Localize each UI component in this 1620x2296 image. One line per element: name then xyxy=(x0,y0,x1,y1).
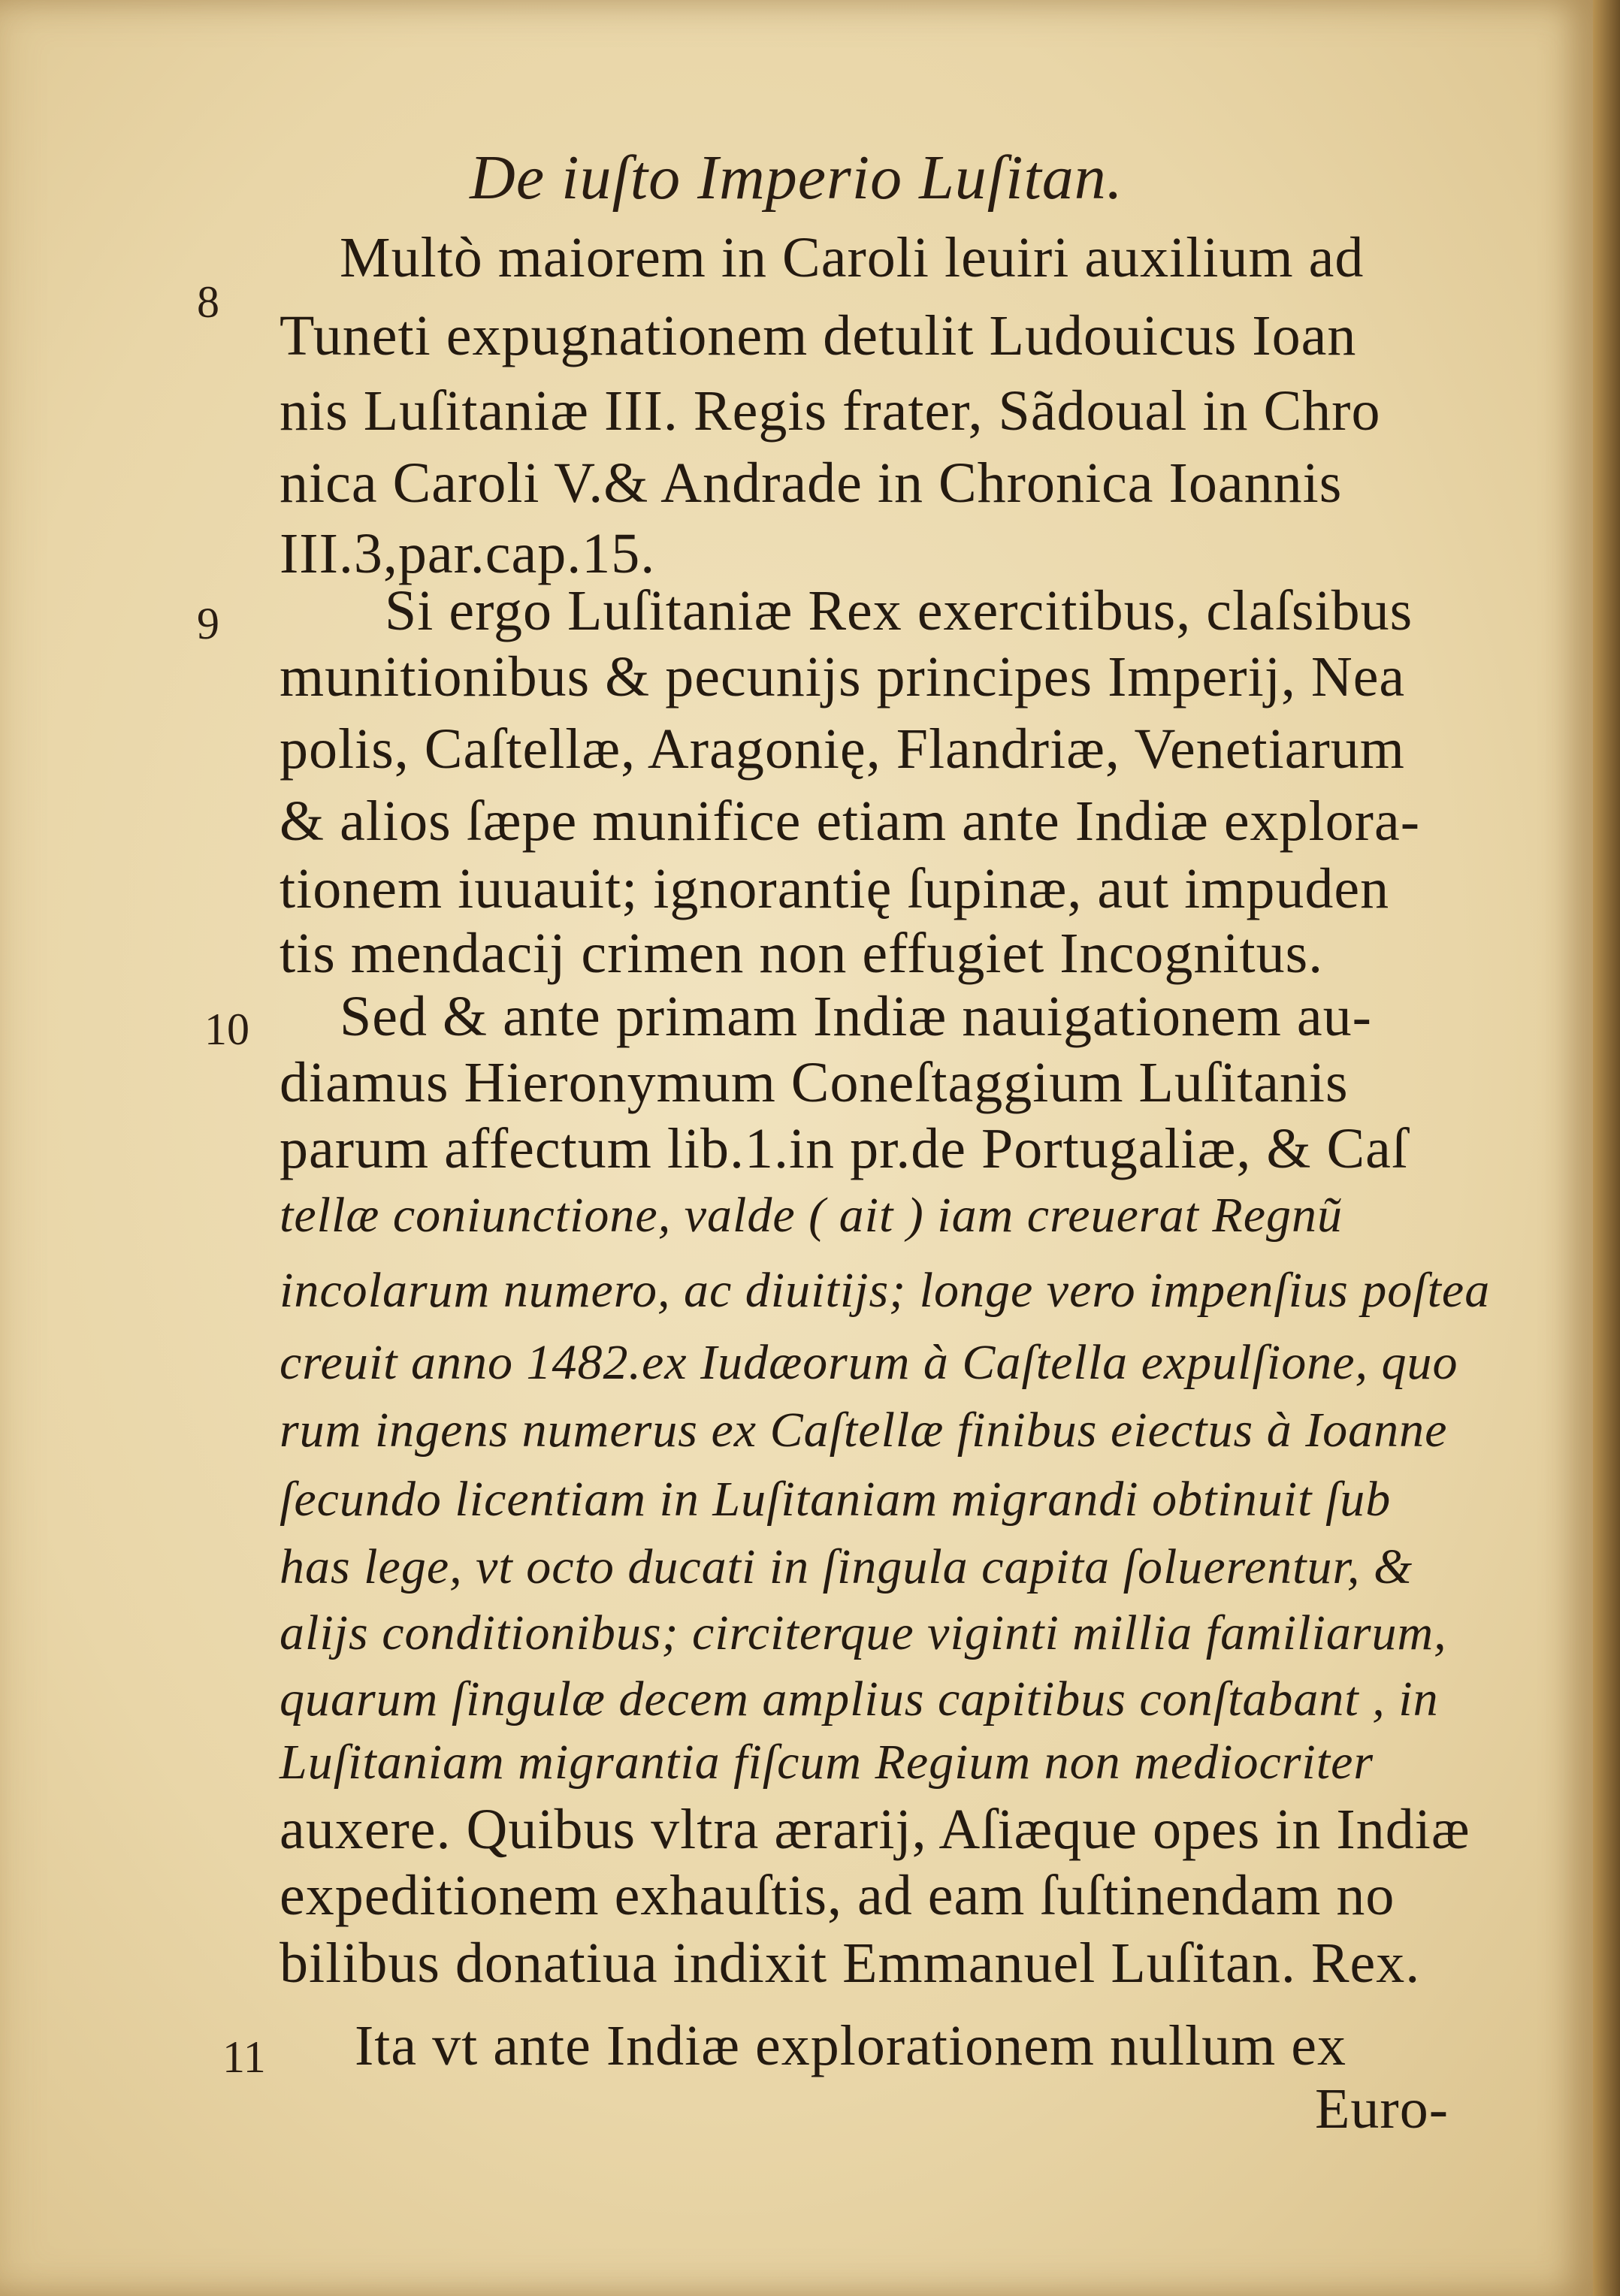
text-line-13: diamus Hieronymum Coneſtaggium Luſitanis xyxy=(280,1051,1349,1114)
text-line-11: tis mendacij crimen non effugiet Incognitus. xyxy=(280,922,1324,985)
margin-number-11: 11 xyxy=(222,2032,266,2082)
text-line-27: Ita vt ante Indiæ explorationem nullum ex xyxy=(355,2014,1347,2077)
text-line-3: nis Luſitaniæ III. Regis frater, Sãdoual in Chro xyxy=(280,379,1381,443)
text-line-15: tellæ coniunctione, valde ( ait ) iam creuerat Regnũ xyxy=(280,1188,1343,1243)
text-line-22: quarum ſingulæ decem amplius capitibus conſtabant , in xyxy=(280,1672,1439,1727)
book-spine-edge xyxy=(1593,0,1620,2296)
text-line-19: ſecundo licentiam in Luſitaniam migrandi obtinuit ſub xyxy=(280,1472,1392,1527)
text-line-18: rum ingens numerus ex Caſtellæ finibus eiectus à Ioanne xyxy=(280,1403,1448,1458)
text-line-25: expeditionem exhauſtis, ad eam ſuſtinendam no xyxy=(280,1864,1395,1927)
text-line-7: munitionibus & pecunijs principes Imperij, Nea xyxy=(280,645,1406,708)
text-line-14: parum affectum lib.1.in pr.de Portugaliæ, & Caſ xyxy=(280,1117,1409,1180)
text-line-2: Tuneti expugnationem detulit Ludouicus Ioan xyxy=(280,304,1357,367)
text-line-12: Sed & ante primam Indiæ nauigationem au- xyxy=(340,985,1372,1048)
text-line-1: Multò maiorem in Caroli leuiri auxilium ad xyxy=(340,226,1365,289)
text-line-5: III.3,par.cap.15. xyxy=(280,522,656,585)
text-line-4: nica Caroli V.& Andrade in Chronica Ioannis xyxy=(280,452,1343,515)
text-line-10: tionem iuuauit; ignorantię ſupinæ, aut impuden xyxy=(280,857,1390,920)
text-line-21: alijs conditionibus; circiterque viginti millia familiarum, xyxy=(280,1606,1447,1660)
text-line-6: Si ergo Luſitaniæ Rex exercitibus, claſsibus xyxy=(385,579,1413,642)
text-line-8: polis, Caſtellæ, Aragonię, Flandriæ, Venetiarum xyxy=(280,718,1405,781)
text-line-16: incolarum numero, ac diuitijs; longe vero impenſius poſtea xyxy=(280,1263,1491,1318)
margin-number-9: 9 xyxy=(197,599,219,648)
catchword: Euro- xyxy=(1315,2077,1449,2140)
text-line-17: creuit anno 1482.ex Iudæorum à Caſtella expulſione, quo xyxy=(280,1335,1458,1390)
margin-number-10: 10 xyxy=(204,1005,249,1054)
running-head: De iuſto Imperio Luſitan. xyxy=(470,143,1123,213)
text-line-24: auxere. Quibus vltra ærarij, Aſiæque opes in Indiæ xyxy=(280,1798,1470,1861)
text-line-9: & alios ſæpe munifice etiam ante Indiæ explora- xyxy=(280,790,1421,853)
text-line-23: Luſitaniam migrantia fiſcum Regium non mediocriter xyxy=(280,1735,1374,1790)
text-line-20: has lege, vt octo ducati in ſingula capita ſoluerentur, & xyxy=(280,1539,1413,1594)
margin-number-8: 8 xyxy=(197,277,219,327)
text-line-26: bilibus donatiua indixit Emmanuel Luſitan. Rex. xyxy=(280,1932,1421,1995)
